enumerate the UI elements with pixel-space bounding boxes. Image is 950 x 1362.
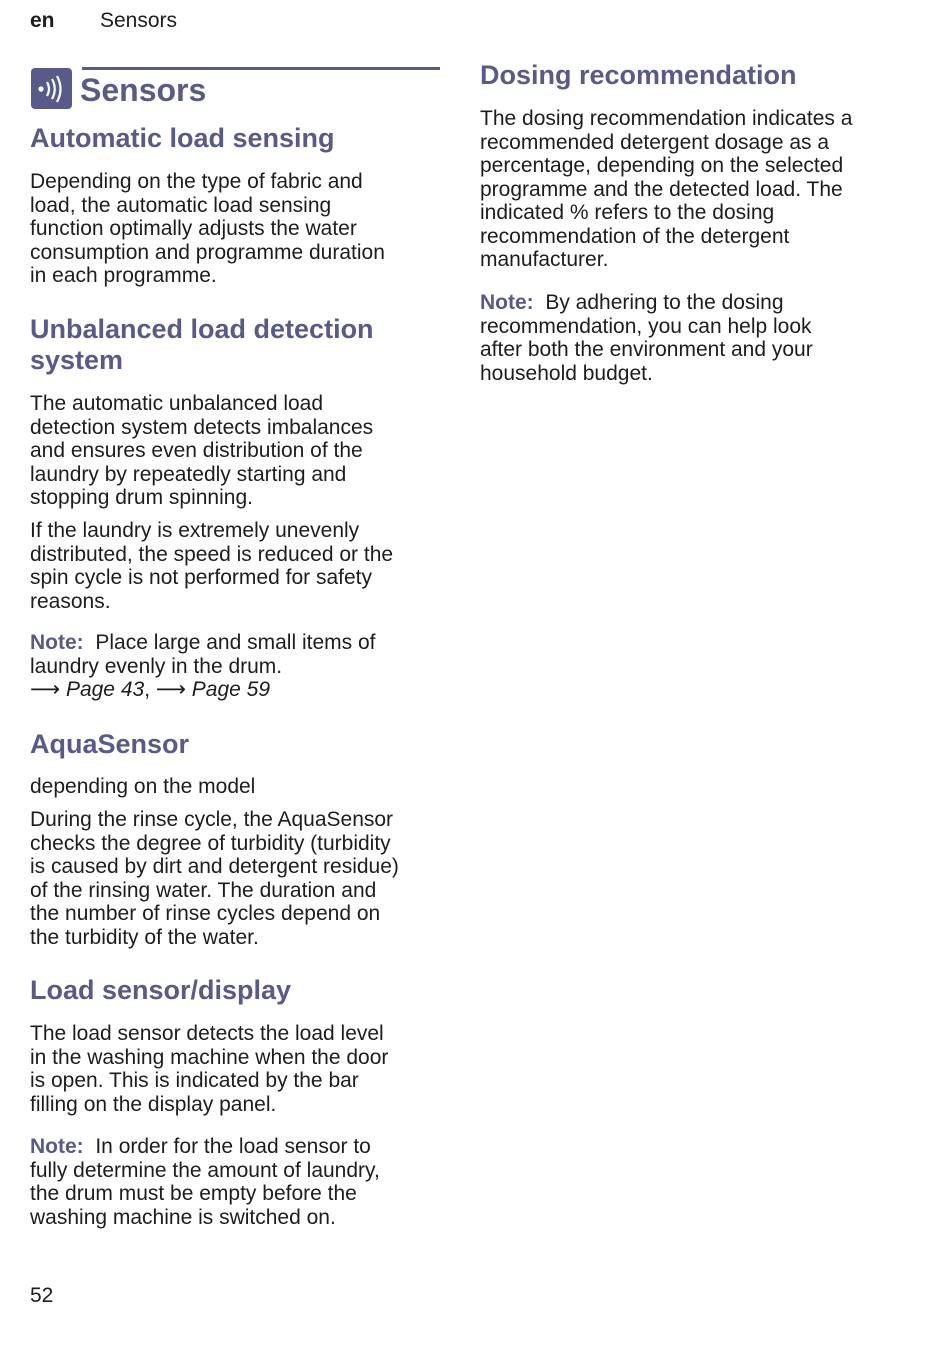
heading-unbalanced-load xyxy=(30,314,374,376)
heading-load-sensor: Load sensor/display xyxy=(30,975,292,1005)
text-line: function optimally adjusts the water xyxy=(30,217,357,240)
text-line: is caused by dirt and detergent residue) xyxy=(30,855,399,878)
text-line: Depending on the type of fabric and xyxy=(30,170,363,193)
heading-line: Unbalanced load detection xyxy=(30,314,374,344)
text-line: By adhering to the dosing xyxy=(545,291,784,314)
text-line: spin cycle is not performed for safety xyxy=(30,566,372,589)
text-line: Place large and small items of xyxy=(95,631,376,654)
text-line: the turbidity of the water. xyxy=(30,925,259,949)
note-dosing xyxy=(480,291,813,385)
text-line: If the laundry is extremely unevenly xyxy=(30,519,360,542)
chapter-rule xyxy=(82,67,440,70)
note-label: Note: xyxy=(30,1135,84,1158)
paragraph-dosing xyxy=(480,107,852,272)
aquasensor-model-note: depending on the model xyxy=(30,775,256,798)
text-line: detection system detects imbalances xyxy=(30,415,374,439)
heading-dosing-recommendation: Dosing recommendation xyxy=(480,60,797,90)
note-label: Note: xyxy=(480,291,534,314)
paragraph-automatic-load-sensing xyxy=(30,170,385,288)
xref-page-59[interactable]: ⟶ Page 59 xyxy=(155,678,271,701)
text-line: and ensures even distribution of the xyxy=(30,439,363,462)
paragraph-aquasensor xyxy=(30,808,399,949)
header-section: Sensors xyxy=(100,9,178,32)
text-line: recommended detergent dosage as a xyxy=(480,130,830,154)
text-line: manufacturer. xyxy=(480,248,609,271)
text-line: washing machine is switched on. xyxy=(30,1205,336,1229)
text-line: programme and the detected load. The xyxy=(480,177,843,201)
xref-page-43[interactable]: ⟶ Page 43 xyxy=(30,678,145,701)
page-number: 52 xyxy=(30,1284,54,1307)
text-line: percentage, depending on the selected xyxy=(480,154,844,177)
paragraph-unbalanced-1 xyxy=(30,392,373,510)
text-line: load, the automatic load sensing xyxy=(30,193,332,217)
text-line: The dosing recommendation indicates a xyxy=(480,107,853,130)
text-line: The automatic unbalanced load xyxy=(30,392,324,415)
text-line: distributed, the speed is reduced or the xyxy=(30,542,394,566)
sensor-wave-icon xyxy=(31,68,72,109)
text-line: household budget. xyxy=(480,361,653,385)
text-line: filling on the display panel. xyxy=(30,1092,277,1116)
heading-automatic-load-sensing: Automatic load sensing xyxy=(30,123,335,153)
text-line: During the rinse cycle, the AquaSensor xyxy=(30,808,394,831)
text-line: is open. This is indicated by the bar xyxy=(30,1069,359,1092)
text-line: recommendation, you can help look xyxy=(480,314,812,338)
text-line: of the rinsing water. The duration and xyxy=(30,878,377,902)
text-line: in each programme. xyxy=(30,264,217,287)
note-load-sensor xyxy=(30,1135,380,1229)
text-line: fully determine the amount of laundry, xyxy=(30,1158,380,1182)
text-line: reasons. xyxy=(30,589,111,613)
chapter-title: Sensors xyxy=(80,72,207,108)
text-line: the drum must be empty before the xyxy=(30,1182,357,1205)
text-line: checks the degree of turbidity (turbidity xyxy=(30,831,391,855)
header-language: en xyxy=(30,9,55,32)
text-line: indicated % refers to the dosing xyxy=(480,201,775,224)
text-line: consumption and programme duration xyxy=(30,240,385,264)
note-label: Note: xyxy=(30,631,84,654)
text-line: stopping drum spinning. xyxy=(30,486,253,509)
paragraph-load-sensor xyxy=(30,1022,388,1116)
heading-aquasensor: AquaSensor xyxy=(30,729,190,759)
text-line: after both the environment and your xyxy=(480,338,813,361)
text-line: laundry evenly in the drum. xyxy=(30,654,283,678)
text-line: in the washing machine when the door xyxy=(30,1045,389,1069)
text-line: recommendation of the detergent xyxy=(480,224,790,248)
text-line: The load sensor detects the load level xyxy=(30,1022,384,1045)
heading-line: system xyxy=(30,345,124,375)
text-line: In order for the load sensor to xyxy=(95,1135,371,1158)
note-unbalanced xyxy=(30,631,375,702)
paragraph-unbalanced-2 xyxy=(30,519,393,613)
text-line: laundry by repeatedly starting and xyxy=(30,462,347,486)
xref-separator: , xyxy=(144,678,156,701)
text-line: the number of rinse cycles depend on xyxy=(30,902,381,925)
